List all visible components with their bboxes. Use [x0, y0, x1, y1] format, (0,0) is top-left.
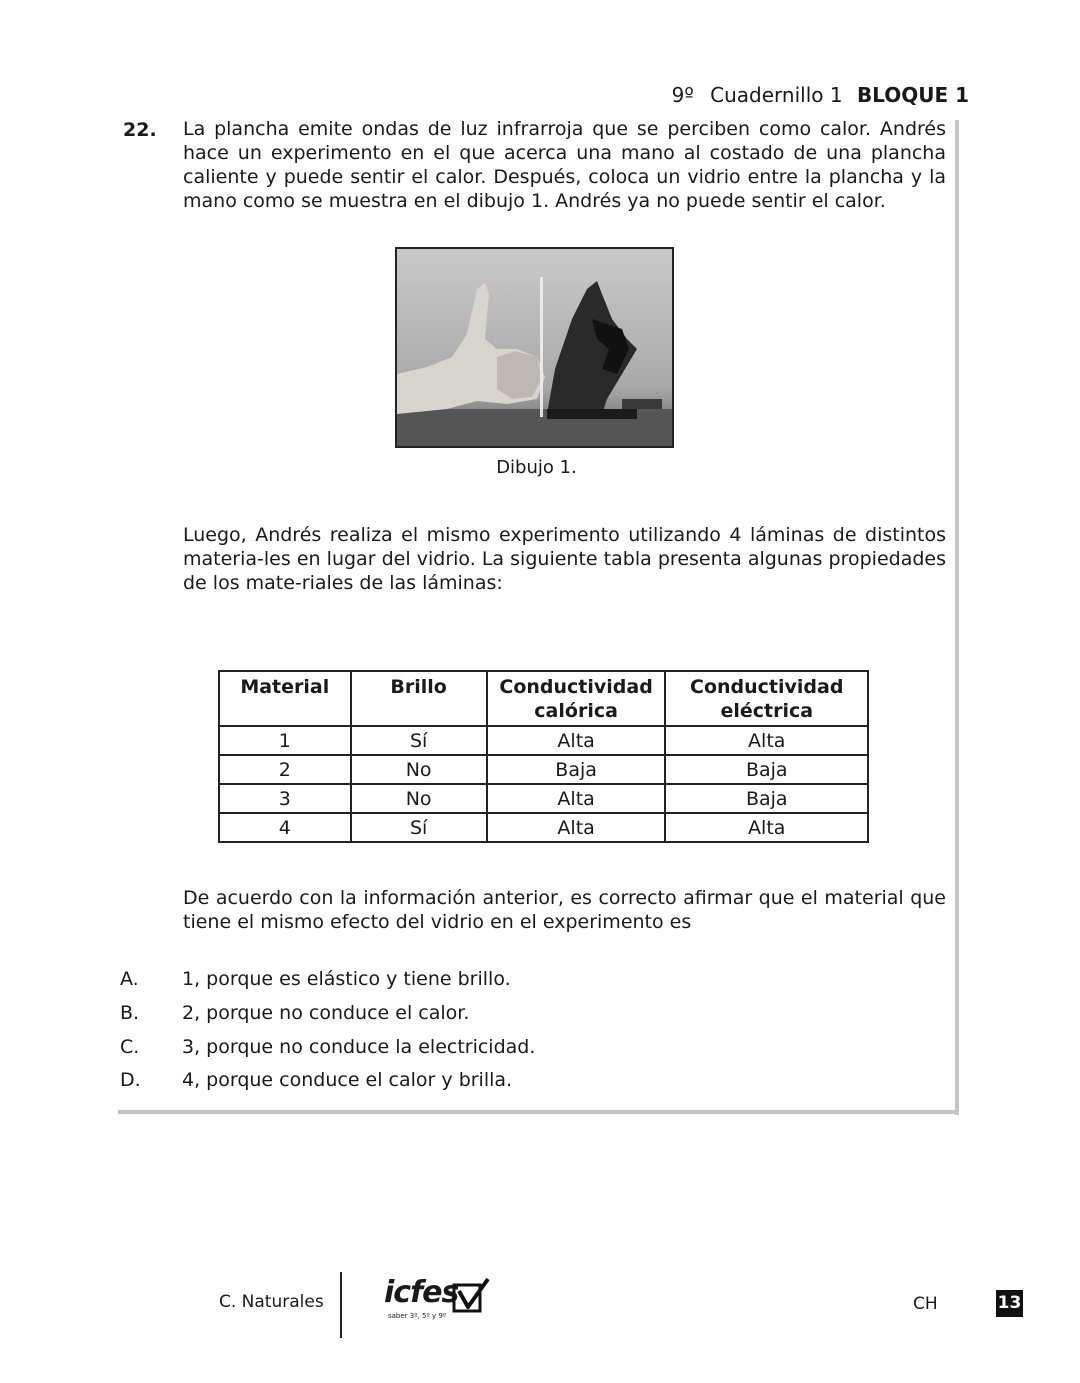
- frame-right-border: [955, 120, 959, 1115]
- table-cell: Alta: [487, 784, 666, 813]
- page-header: [672, 83, 969, 107]
- option-text: 2, porque no conduce el calor.: [182, 1002, 470, 1024]
- logo-text: icfes: [384, 1275, 459, 1310]
- photo-illustration: [397, 249, 672, 446]
- table-cell: Alta: [487, 726, 666, 755]
- table-cell: Sí: [351, 726, 487, 755]
- figure-caption: Dibujo 1.: [496, 457, 577, 478]
- footer-subject: C. Naturales: [219, 1292, 324, 1312]
- logo-subtitle: saber 3º, 5º y 9º: [388, 1312, 447, 1320]
- table-cell: Baja: [487, 755, 666, 784]
- option-letter: C.: [120, 1036, 140, 1058]
- table-header: Conductividad eléctrica: [665, 671, 868, 726]
- table-cell: No: [351, 755, 487, 784]
- frame-bottom-border: [118, 1110, 959, 1114]
- check-icon: [452, 1277, 492, 1313]
- table-row: [219, 726, 868, 755]
- table-cell: No: [351, 784, 487, 813]
- table-header: Material: [219, 671, 351, 726]
- icfes-logo: [384, 1275, 459, 1320]
- figure-hand-glass-iron: [395, 247, 674, 448]
- question-middle-text: Luego, Andrés realiza el mismo experimento utilizando 4 láminas de distintos materia-les en lugar del vidrio. La siguiente tabla presenta algunas propiedades de los mate-riales de las láminas:: [183, 524, 946, 594]
- header-grade: 9º: [671, 83, 694, 107]
- footer-divider: [340, 1272, 342, 1338]
- option-letter: D.: [120, 1069, 141, 1091]
- table-header: Conductividad calórica: [487, 671, 666, 726]
- table-cell: 3: [219, 784, 351, 813]
- table-cell: Alta: [487, 813, 666, 842]
- table-cell: Sí: [351, 813, 487, 842]
- question-prompt: De acuerdo con la información anterior, es correcto afirmar que el material que tiene el mismo efecto del vidrio en el experimento es: [183, 887, 946, 933]
- option-text: 1, porque es elástico y tiene brillo.: [182, 968, 511, 990]
- table-header-row: [219, 671, 868, 726]
- header-booklet: Cuadernillo 1: [710, 83, 843, 107]
- footer-code: CH: [913, 1294, 938, 1314]
- table-cell: Alta: [665, 726, 868, 755]
- table-cell: 2: [219, 755, 351, 784]
- table-cell: Baja: [665, 784, 868, 813]
- table-cell: Baja: [665, 755, 868, 784]
- question-intro: La plancha emite ondas de luz infrarroja que se perciben como calor. Andrés hace un experimento en el que acerca una mano al costado de una plancha caliente y puede sentir el calor. Después, coloca un vidrio entre la plancha y la mano como se muestra en el dibujo 1. Andrés ya no puede sentir el calor.: [183, 118, 946, 212]
- page-number: 13: [996, 1290, 1023, 1317]
- table-row: [219, 755, 868, 784]
- option-letter: B.: [120, 1002, 140, 1024]
- table-cell: 4: [219, 813, 351, 842]
- header-block: BLOQUE 1: [856, 83, 969, 107]
- table-cell: 1: [219, 726, 351, 755]
- option-letter: A.: [120, 968, 139, 990]
- table-row: [219, 784, 868, 813]
- question-number: 22.: [123, 119, 157, 141]
- properties-table: [218, 670, 869, 843]
- table-cell: Alta: [665, 813, 868, 842]
- option-text: 3, porque no conduce la electricidad.: [182, 1036, 536, 1058]
- table-row: [219, 813, 868, 842]
- table-header: Brillo: [351, 671, 487, 726]
- option-text: 4, porque conduce el calor y brilla.: [182, 1069, 513, 1091]
